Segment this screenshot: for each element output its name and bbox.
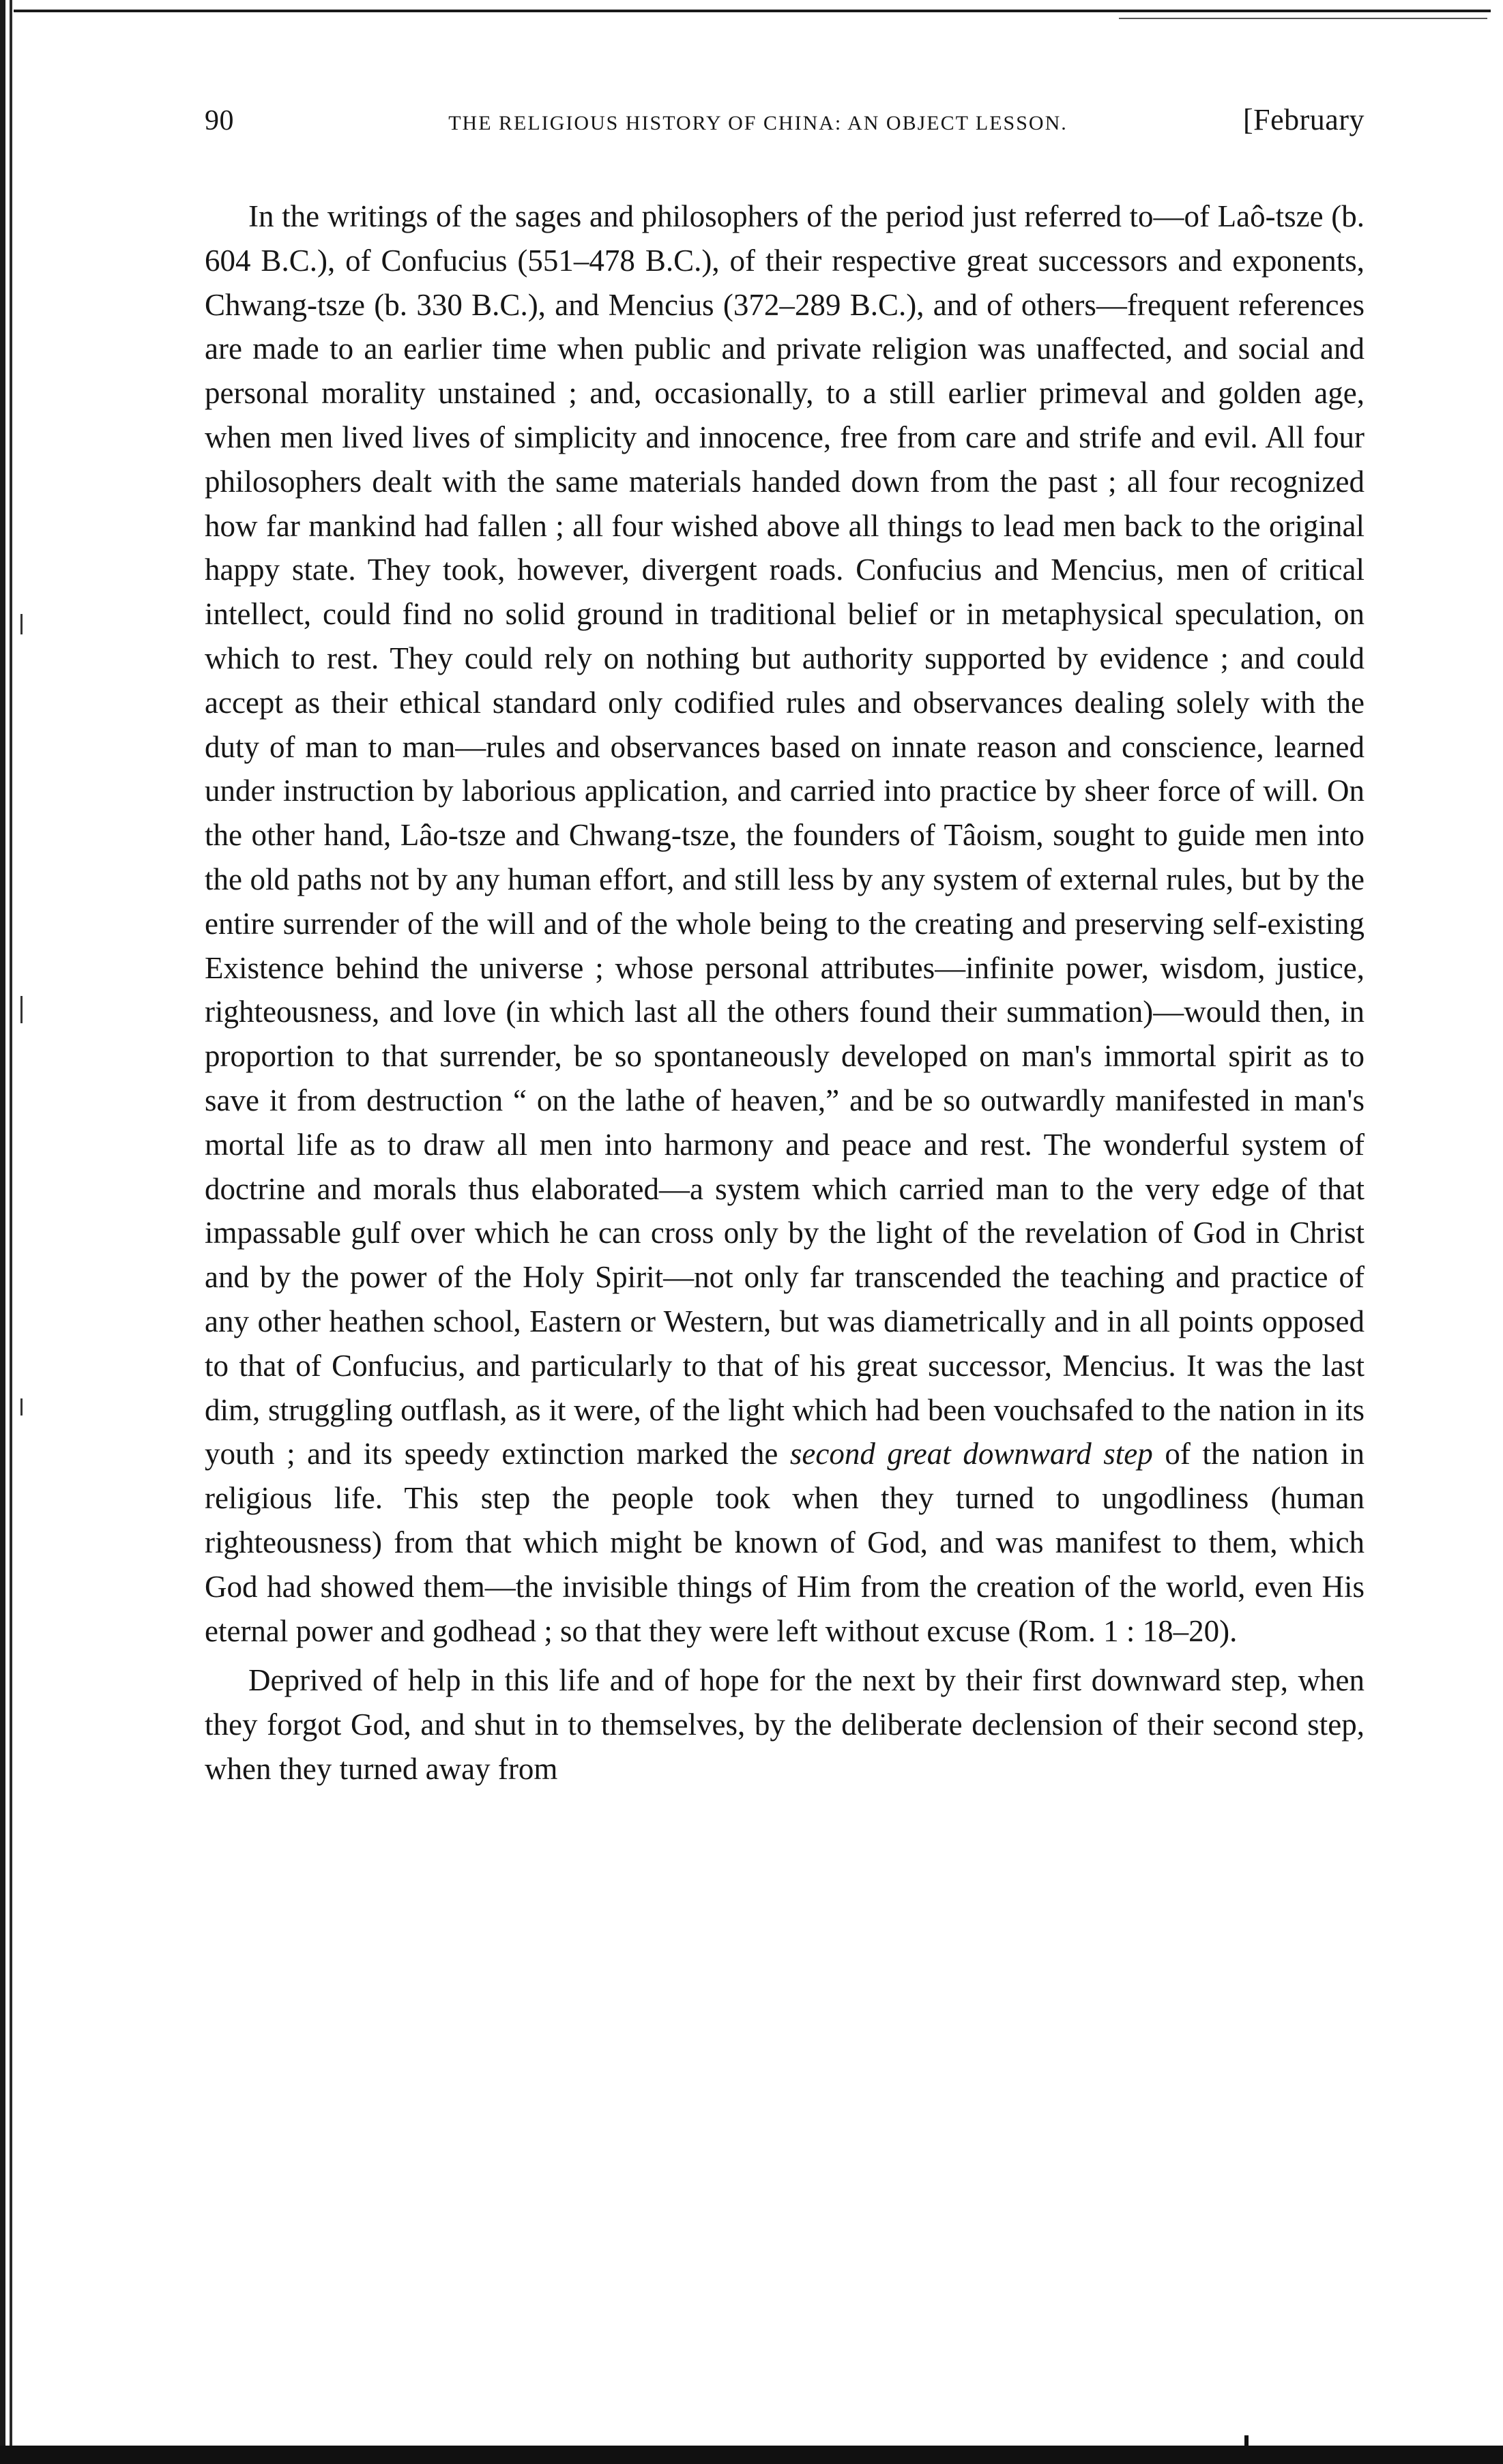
scan-bottom-mark [1244,2435,1249,2448]
running-head [205,102,1365,157]
scan-bottom-edge [0,2446,1503,2464]
paragraph-1 [205,194,1365,1653]
scan-left-edge [0,0,31,2464]
paragraph-1-text: In the writings of the sages and philosophers of the period just referred to—of Laô-tsze (b. 604 B.C.), of Confucius (551–478 B.C.), of their respective great successors and exponents, Chwang-tsze (b. 330 B.C.), and Mencius (372–289 B.C.), and of others—frequent references are made to an earlier time when public and private religion was unaffected, and social and personal morality unstained ; and, occasionally, to a still earlier primeval and golden age, when men lived lives of simplicity and innocence, free from care and strife and evil. All four philosophers dealt with the same materials handed down from the past ; all four recognized how far mankind had fallen ; all four wished above all things to lead men back to the original happy state. They took, however, divergent roads. Confucius and Mencius, men of critical intellect, could find no solid ground in traditional belief or in metaphysical speculation, on which to rest. They could rely on nothing but authority supported by evidence ; and could accept as their ethical standard only codified rules and observances dealing solely with the duty of man to man—rules and observances based on innate reason and conscience, learned under instruction by laborious application, and carried into practice by sheer force of will. On the other hand, Lâo-tsze and Chwang-tsze, the founders of Tâoism, sought to guide men into the old paths not by any human effort, and still less by any system of external rules, but by the entire surrender of the will and of the whole being to the creating and preserving self-existing Existence behind the universe ; whose personal attributes—infinite power, wisdom, justice, righteousness, and love (in which last all the others found their summation)—would then, in proportion to that surrender, be so spontaneously developed on man's immortal spirit as to save it from destruction “ on the lathe of heaven,” and be so outwardly manifested in man's mortal life as to draw all men into harmony and peace and rest. The wonderful system of doctrine and morals thus elaborated—a system which carried man to the very edge of that impassable gulf over which he can cross only by the light of the revelation of God in Christ and by the power of the Holy Spirit—not only far transcended the teaching and practice of any other heathen school, Eastern or Western, but was diametrically and in all points opposed to that of Confucius, and particularly to that of his great successor, Mencius. It was the last dim, struggling outflash, as it were, of the light which had been vouchsafed to the nation in its youth ; and its speedy extinction marked the [205,199,1365,1471]
page-body [205,102,1365,1797]
paragraph-2-text: Deprived of help in this life and of hope for the next by their first downward step, when they forgot God, and shut in to themselves, by the deliberate declension of their second step, when they turned away from [205,1663,1365,1786]
page-number: 90 [205,105,234,136]
running-month: [February [1243,103,1365,136]
scan-speck [20,614,23,634]
paragraph-1-italic-phrase: second great downward step [789,1437,1153,1471]
running-title: THE RELIGIOUS HISTORY OF CHINA: AN OBJECT LESSON. [448,112,1068,134]
paragraph-2 [205,1658,1365,1791]
scan-speck [20,1398,23,1416]
top-rule-tail [1119,18,1487,19]
top-rule [14,10,1491,12]
paragraph-1-text-end: of the nation in religious life. This step the people took when they turned to ungodliness (human righteousness) from that which might be known of God, and was manifest to them, which God had showed them—the invisible things of Him from the creation of the world, even His eternal power and godhead ; so that they were left without excuse (Rom. 1 : 18–20). [205,1437,1365,1648]
scan-speck [20,996,23,1023]
